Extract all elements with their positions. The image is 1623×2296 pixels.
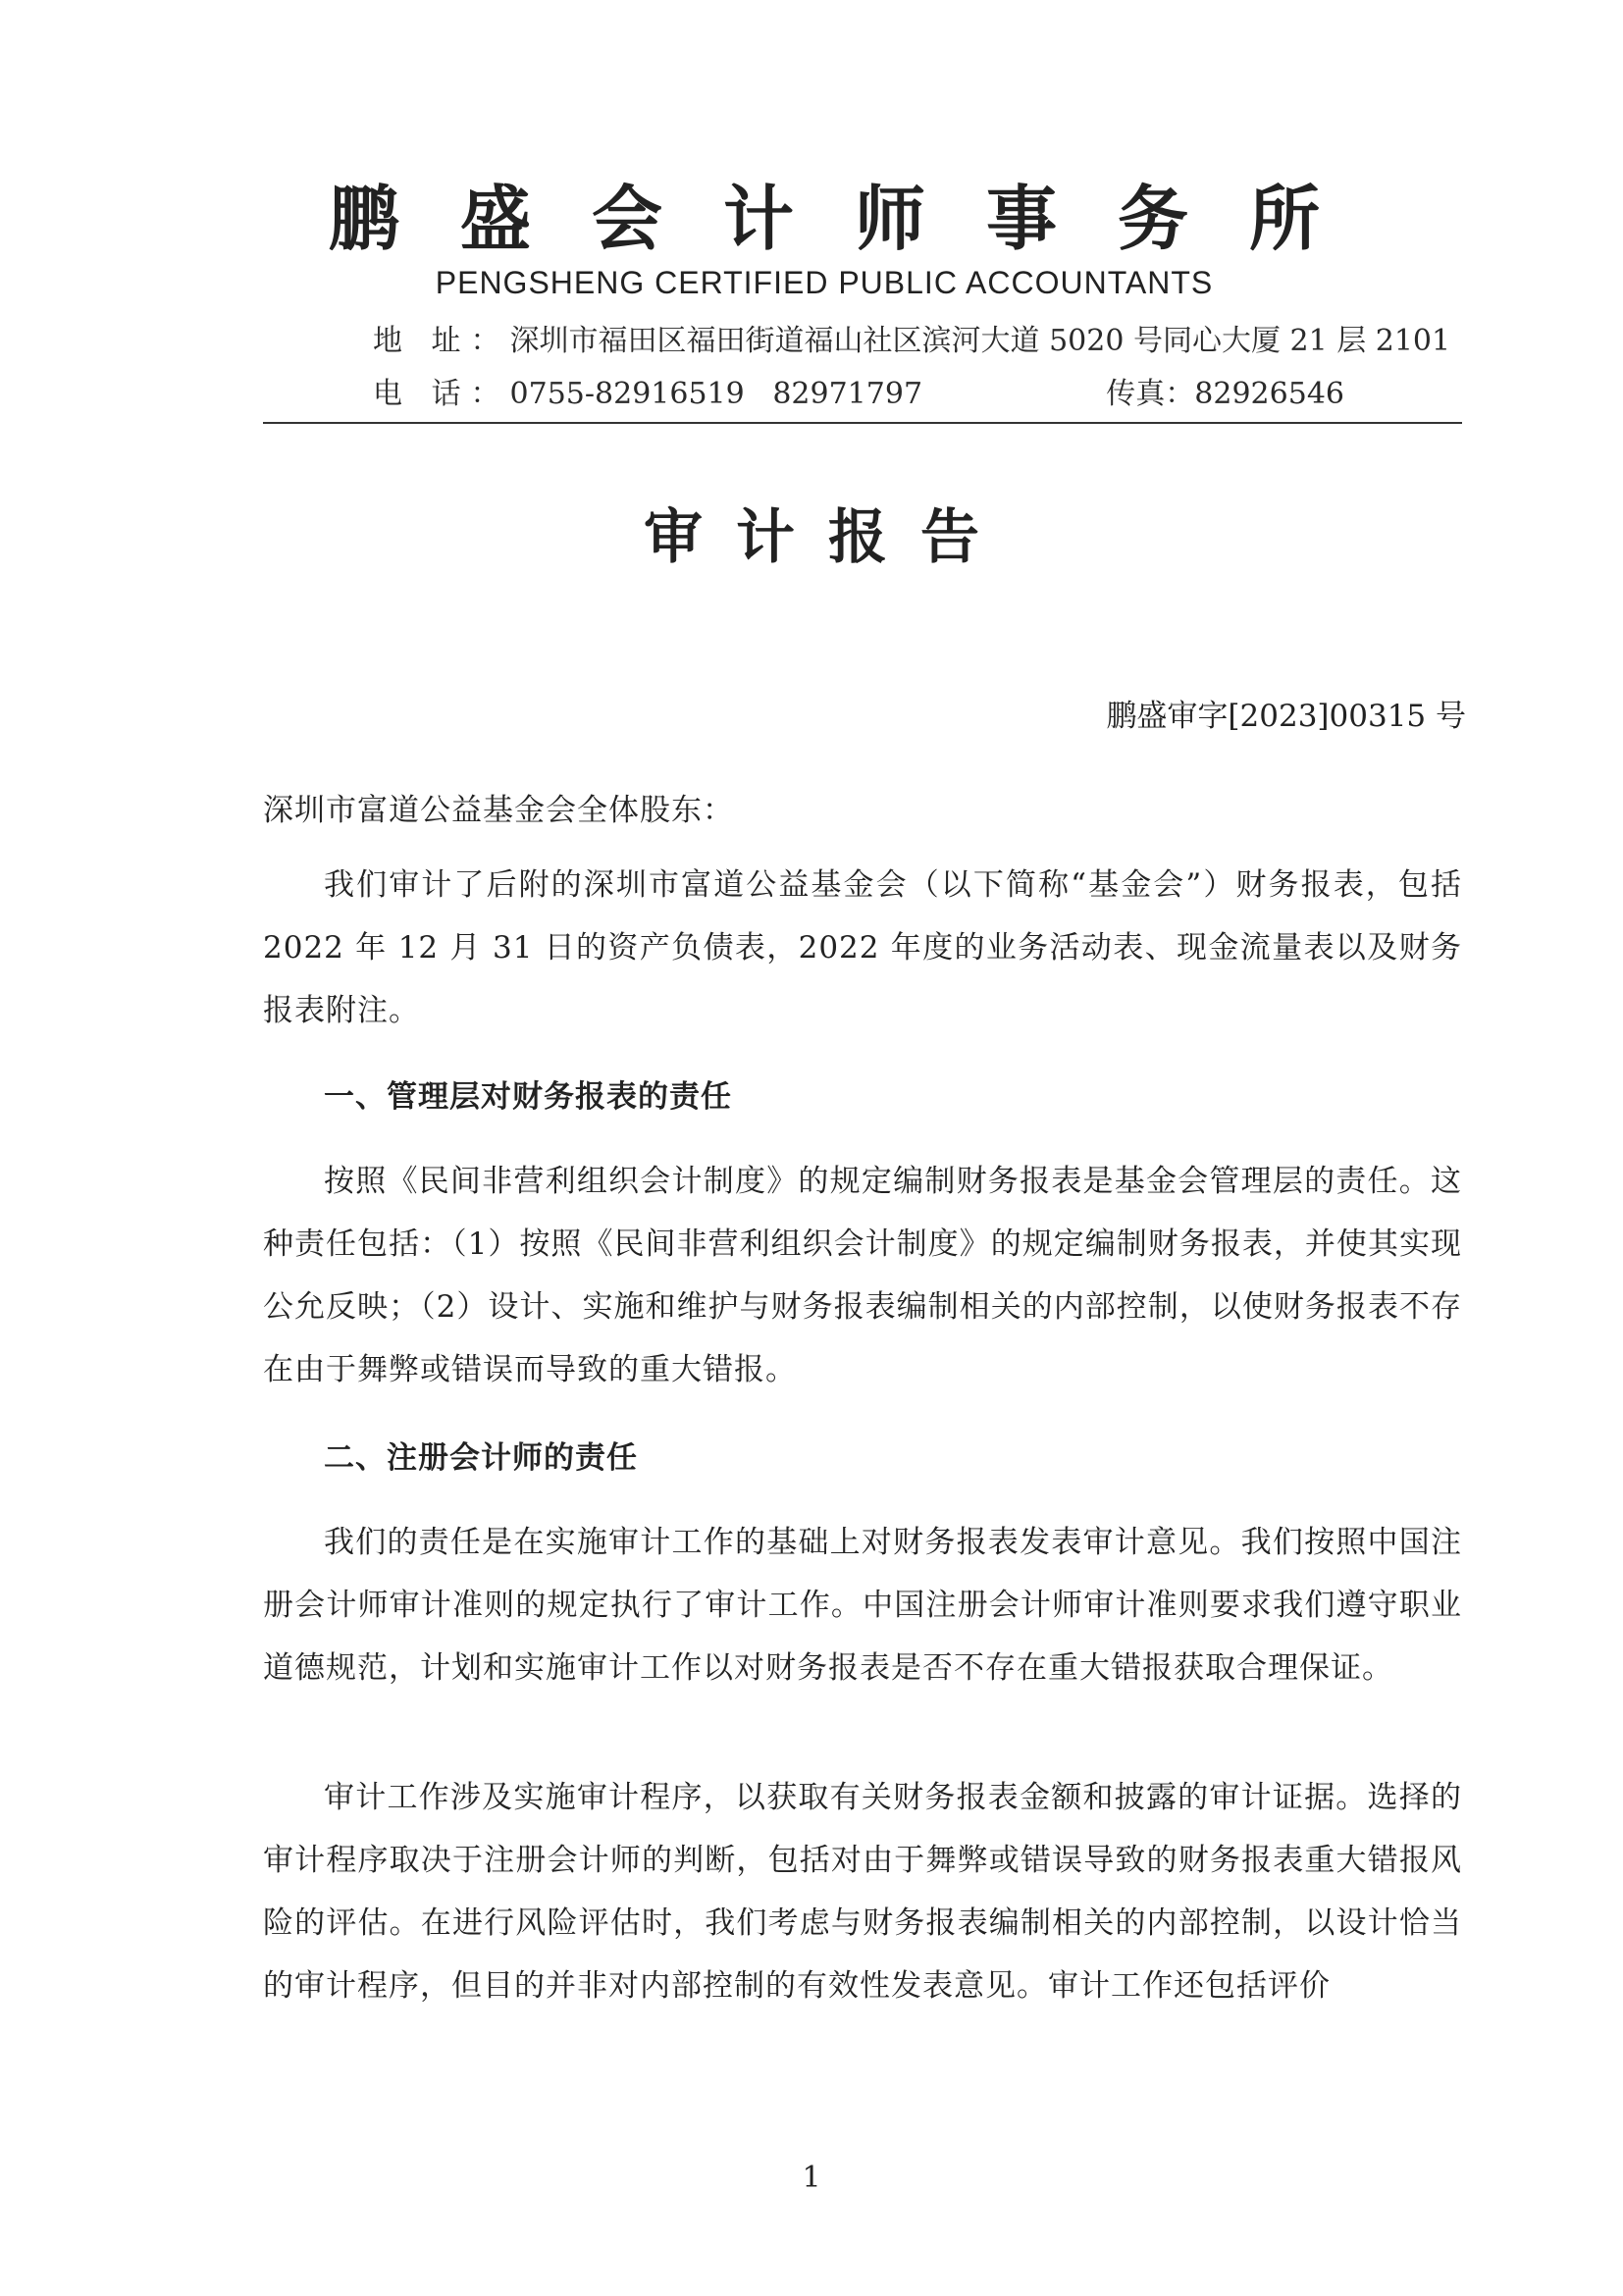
phone-label: 电 话： xyxy=(373,377,510,411)
section-heading-auditor: 二、注册会计师的责任 xyxy=(324,1440,638,1476)
firm-name-english: PENGSHENG CERTIFIED PUBLIC ACCOUNTANTS xyxy=(435,265,1214,300)
paragraph-management-responsibility: 按照《民间非营利组织会计制度》的规定编制财务报表是基金会管理层的责任。这种责任包括：（1）按照《民间非营利组织会计制度》的规定编制财务报表，并使其实现公允反映；（2）设计、实施和维护与财务报表编制相关的内部控制，以使财务报表不存在由于舞弊或错误而导致的重大错报。 xyxy=(263,1164,1462,1387)
address-label: 地 址： xyxy=(373,324,510,358)
fax-label: 传真： xyxy=(1106,377,1195,411)
paragraph-auditor-responsibility: 我们的责任是在实施审计工作的基础上对财务报表发表审计意见。我们按照中国注册会计师审计准则的规定执行了审计工作。中国注册会计师审计准则要求我们遵守职业道德规范，计划和实施审计工作以对财务报表是否不存在重大错报获取合理保证。 xyxy=(263,1525,1462,1686)
paragraph-intro: 我们审计了后附的深圳市富道公益基金会（以下简称“基金会”）财务报表，包括 2022 年 12 月 31 日的资产负债表，2022 年度的业务活动表、现金流量表以及财务报表附注。 xyxy=(263,867,1462,1028)
addressee: 深圳市富道公益基金会全体股东： xyxy=(263,793,734,828)
fax-block xyxy=(1106,375,1344,414)
page-number: 1 xyxy=(802,2161,821,2195)
phone-value: 0755-82916519 82971797 xyxy=(509,377,923,411)
header-divider xyxy=(263,422,1462,424)
address-value: 深圳市福田区福田街道福山社区滨河大道 5020 号同心大厦 21 层 2101 xyxy=(509,324,1451,358)
firm-phone-row xyxy=(373,375,1344,414)
document-number: 鹏盛审字[2023]00315 号 xyxy=(1106,699,1466,734)
firm-name-chinese: 鹏盛会计师事务所 xyxy=(328,177,1381,260)
firm-address-row xyxy=(373,322,1451,361)
paragraph-audit-procedures: 审计工作涉及实施审计程序，以获取有关财务报表金额和披露的审计证据。选择的审计程序取决于注册会计师的判断，包括对由于舞弊或错误导致的财务报表重大错报风险的评估。在进行风险评估时，我们考虑与财务报表编制相关的内部控制，以设计恰当的审计程序，但目的并非对内部控制的有效性发表意见。审计工作还包括评价 xyxy=(263,1780,1462,2004)
report-title: 审计报告 xyxy=(644,503,1013,572)
fax-value: 82926546 xyxy=(1194,377,1344,411)
section-heading-management: 一、管理层对财务报表的责任 xyxy=(324,1079,732,1115)
